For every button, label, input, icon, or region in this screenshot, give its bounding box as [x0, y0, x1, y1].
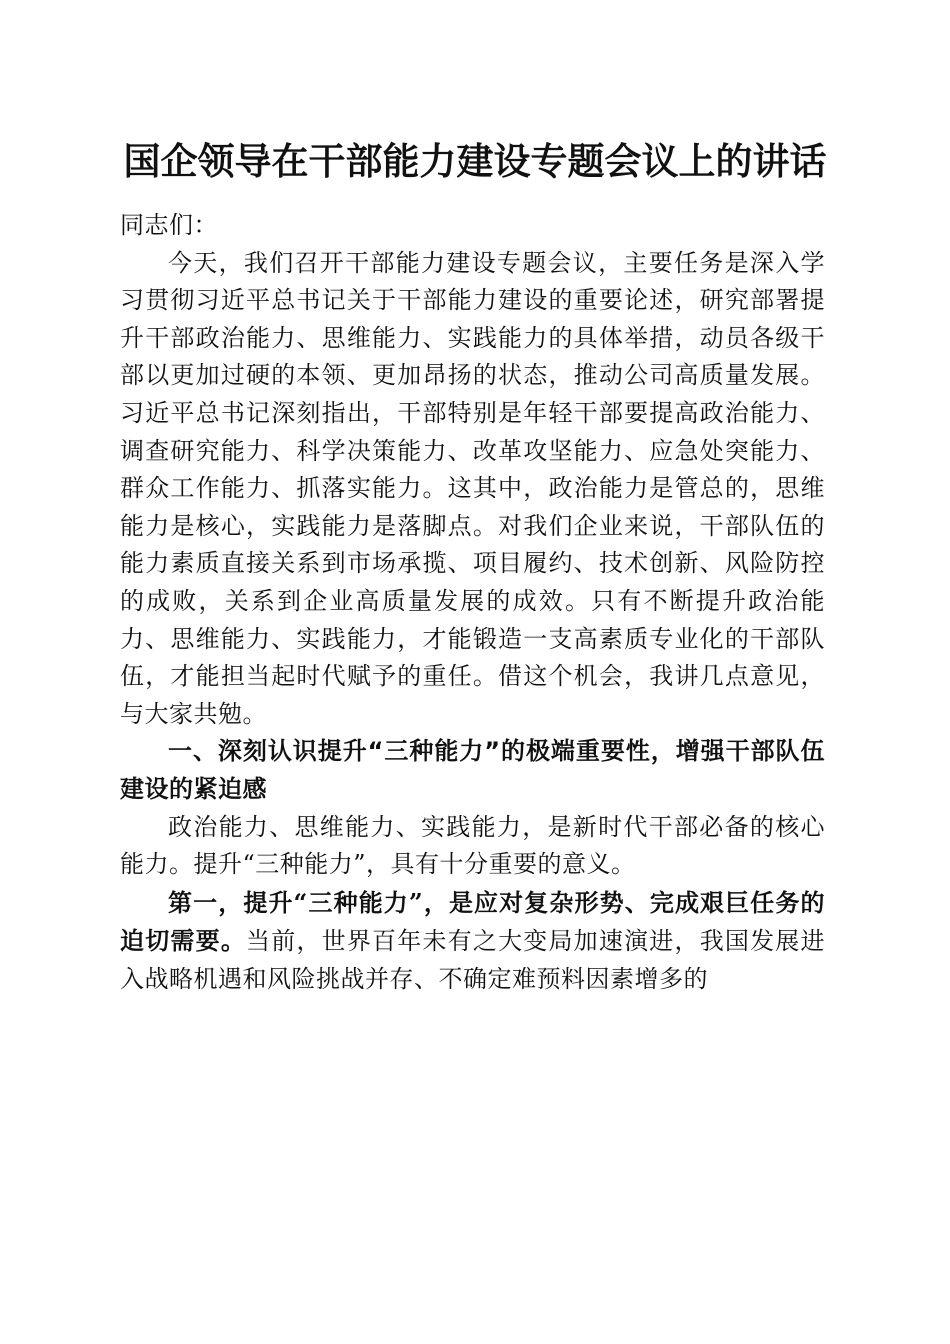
paragraph-section1-intro: 政治能力、思维能力、实践能力，是新时代干部必备的核心能力。提升“三种能力”，具有十分重要的意义。 — [120, 812, 825, 879]
paragraph-intro: 今天，我们召开干部能力建设专题会议，主要任务是深入学习贯彻习近平总书记关于干部能力建设的重要论述，研究部署提升干部政治能力、思维能力、实践能力的具体举措，动员各级干部以更加过硬的本领、更加昂扬的状态，推动公司高质量发展。习近平总书记深刻指出，干部特别是年轻干部要提高政治能力、调查研究能力、科学决策能力、改革攻坚能力、应急处突能力、群众工作能力、抓落实能力。这其中，政治能力是管总的，思维能力是核心，实践能力是落脚点。对我们企业来说，干部队伍的能力素质直接关系到市场承揽、项目履约、技术创新、风险防控的成败，关系到企业高质量发展的成效。只有不断提升政治能力、思维能力、实践能力，才能锻造一支高素质专业化的干部队伍，才能担当起时代赋予的重任。借这个机会，我讲几点意见，与大家共勉。 — [120, 248, 825, 728]
paragraph-point1 — [120, 884, 825, 999]
document-title: 国企领导在干部能力建设专题会议上的讲话 — [123, 139, 827, 183]
salutation: 同志们： — [120, 211, 218, 239]
point1-lead: 第一，提升“三种能力”，是应对复杂形势、完成艰巨任务的迫切需要。 — [120, 887, 825, 956]
section-heading-1: 一、深刻认识提升“三种能力”的极端重要性，增强干部队伍建设的紧迫感 — [120, 737, 825, 803]
point1-body: 当前，世界百年未有之大变局加速演进，我国发展进入战略机遇和风险挑战并存、不确定难预料因素增多的 — [120, 927, 826, 993]
document-body — [120, 207, 825, 998]
